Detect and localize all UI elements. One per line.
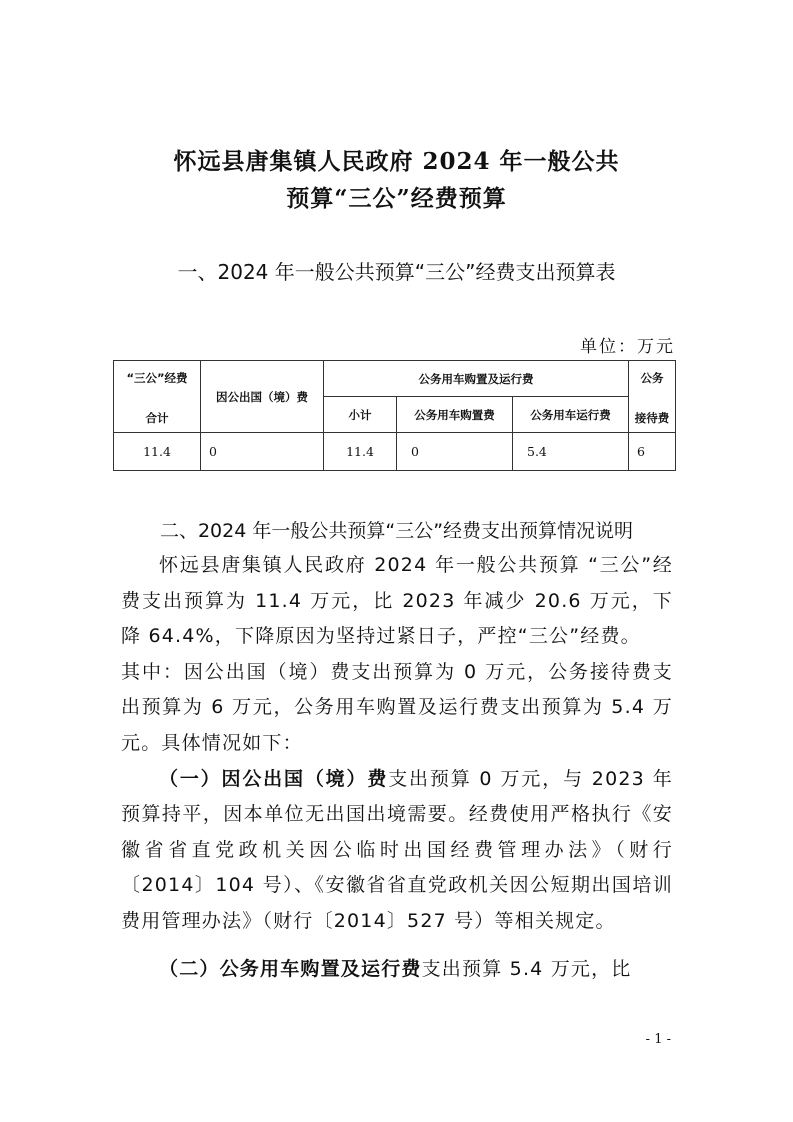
header-abroad: 因公出国（境）费 — [201, 361, 324, 433]
document-title-line2: 预算“三公”经费预算 — [286, 185, 507, 212]
header-running: 公务用车运行费 — [513, 397, 629, 433]
cell-running: 5.4 — [513, 433, 629, 471]
paragraph-breakdown: 其中：因公出国（境）费支出预算为 0 万元，公务接待费支出预算为 6 万元，公务用车购置及运行费支出预算为 5.4 万元。具体情况如下： — [121, 660, 673, 754]
item2-label: （二）公务用车购置及运行费 — [159, 957, 422, 980]
header-total-top: “三公”经费 — [126, 370, 188, 385]
paragraph-item2 — [121, 952, 673, 988]
document-title-line1: 怀远县唐集镇人民政府 2024 年一般公共 — [173, 148, 620, 175]
page-number: - 1 - — [645, 1032, 671, 1047]
section1-heading: 一、2024 年一般公共预算“三公”经费支出预算表 — [177, 260, 616, 284]
table-row — [114, 433, 676, 471]
header-vehicle-group: 公务用车购置及运行费 — [324, 361, 629, 397]
header-subtotal: 小计 — [324, 397, 397, 433]
cell-total: 11.4 — [114, 433, 201, 471]
cell-abroad: 0 — [201, 433, 324, 471]
cell-reception: 6 — [629, 433, 676, 471]
header-reception-bottom: 接待费 — [634, 410, 670, 425]
header-purchase: 公务用车购置费 — [397, 397, 513, 433]
item2-text: 支出预算 5.4 万元，比 — [421, 957, 632, 980]
header-reception-top: 公务 — [640, 370, 664, 385]
budget-table — [113, 360, 676, 471]
cell-subtotal: 11.4 — [324, 433, 397, 471]
header-total-bottom: 合计 — [145, 410, 169, 425]
item1-text: 支出预算 0 万元，与 2023 年预算持平，因本单位无出国出境需要。经费使用严格执行《安徽省省直党政机关因公临时出国经费管理办法》（财行〔2014〕104 号）、《安徽省省直党政机关因公短期出国培训费用管理办法》（财行〔2014〕527 号）等相关规定。 — [121, 767, 674, 932]
paragraph-summary: 怀远县唐集镇人民政府 2024 年一般公共预算 “三公”经费支出预算为 11.4 万元，比 2023 年减少 20.6 万元，下降 64.4%，下降原因为坚持过紧日子，严控“三公”经费。 — [121, 554, 673, 648]
paragraph-item1 — [121, 762, 673, 940]
section2-heading: 二、2024 年一般公共预算“三公”经费支出预算情况说明 — [159, 520, 634, 542]
header-total — [114, 361, 201, 433]
header-reception — [629, 361, 676, 433]
unit-label: 单位：万元 — [580, 337, 675, 357]
body-text — [121, 548, 673, 987]
item1-label: （一）因公出国（境）费 — [159, 767, 389, 790]
cell-purchase: 0 — [397, 433, 513, 471]
